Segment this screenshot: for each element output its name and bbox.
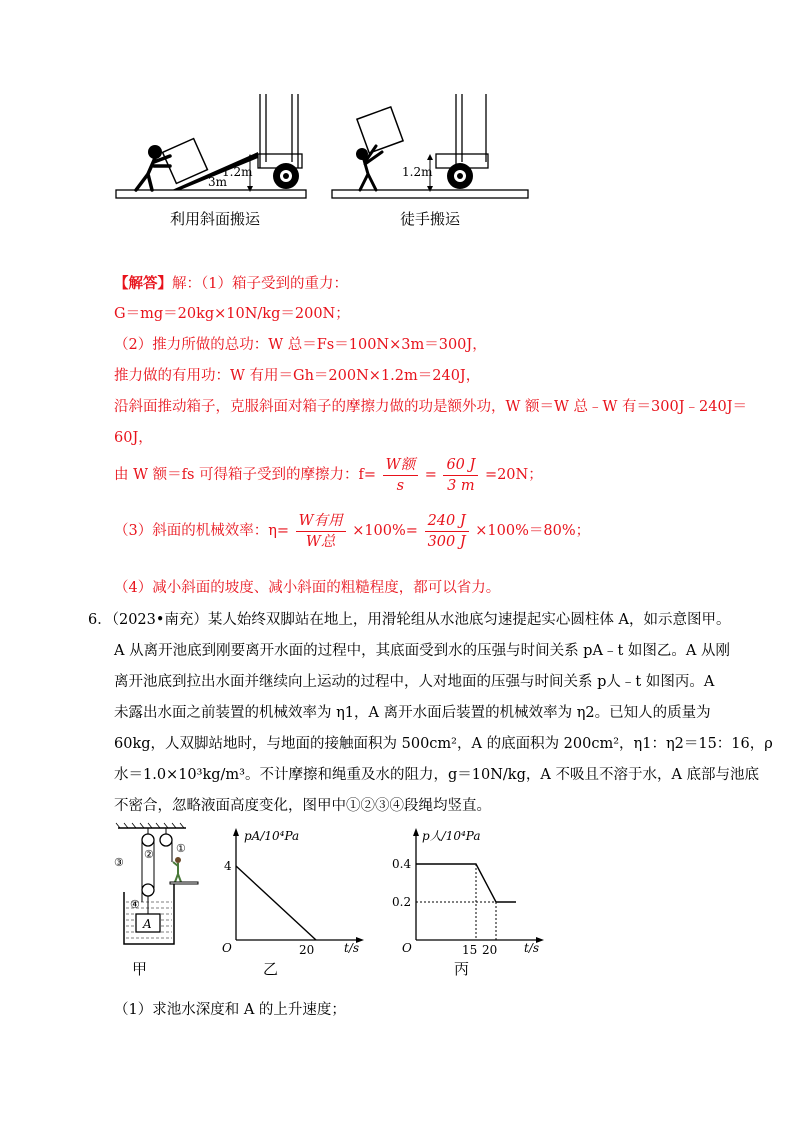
- fraction-w-over-s: $\frac{\text{W额}}{s}$: [383, 455, 418, 496]
- bing-origin: O: [402, 941, 412, 955]
- block-a-label: A: [143, 917, 152, 931]
- caption-hand: 徒手搬运: [400, 210, 461, 228]
- figure-yi-chart: [212, 826, 372, 956]
- answer-line-9: （4）减小斜面的坡度、减小斜面的粗糙程度，都可以省力。: [114, 580, 501, 596]
- bing-xlabel: t/s: [524, 941, 540, 955]
- question-line-1: 6．（2023•南充）某人始终双脚站在地上，用滑轮组从水池底匀速提起实心圆柱体 A，如示意图甲。: [88, 612, 731, 628]
- yi-ytick-4: 4: [224, 859, 232, 873]
- bing-xtick-20: 20: [482, 943, 498, 956]
- answer-tag: 【解答】: [114, 275, 172, 292]
- efficiency-text: （3）斜面的机械效率：η=: [114, 523, 290, 539]
- yi-origin: O: [222, 941, 232, 955]
- box-right: [357, 107, 403, 153]
- answer-line-3: （2）推力所做的总功：W 总＝Fs＝100N×3m＝300J，: [114, 337, 487, 353]
- question-line-2: A 从离开池底到刚要离开水面的过程中，其底面受到水的压强与时间关系 pA﹣t 如图乙。A 从刚: [114, 643, 730, 659]
- answer-line-2: G＝mg＝20kg×10N/kg＝200N；: [114, 306, 350, 322]
- sub-question-1: （1）求池水深度和 A 的上升速度；: [114, 1002, 346, 1018]
- bing-ytick-02: 0.2: [392, 895, 412, 909]
- movable-pulley: [142, 884, 154, 896]
- rope-label-2: ②: [144, 848, 154, 861]
- answer-line-1: [114, 274, 348, 294]
- bing-ylabel: p人/10⁴Pa: [422, 829, 481, 843]
- friction-text: 由 W 额＝fs 可得箱子受到的摩擦力：f=: [114, 467, 377, 483]
- height-label-right: 1.2m: [402, 165, 433, 179]
- yi-xtick-20: 20: [299, 943, 315, 956]
- caption-ramp: 利用斜面搬运: [170, 210, 261, 228]
- yi-xlabel: t/s: [344, 941, 360, 955]
- person-head: [175, 857, 181, 863]
- bing-xtick-15: 15: [462, 943, 478, 956]
- question-line-5: 60kg，人双脚站地时，与地面的接触面积为 500cm²，A 的底面积为 200cm²，η1：η2＝15：16，ρ: [114, 736, 773, 752]
- bing-ytick-04: 0.4: [392, 857, 412, 871]
- rope-label-3: ③: [114, 856, 124, 869]
- answer-line-8: （3）斜面的机械效率：η= $\frac{\text{W有用}}{\text{W总}}$ ×100%= $\frac{240 J}{300 J}$ ×100%＝80%；: [114, 512, 591, 550]
- figure-jia-pulley: [110, 822, 202, 950]
- rope-label-4: ④: [130, 898, 140, 911]
- fraction-useful-over-total: $\frac{\text{W有用}}{\text{W总}}$: [296, 511, 346, 552]
- caption-jia: 甲: [132, 960, 148, 978]
- ground-left: [116, 190, 306, 198]
- question-line-6: 水＝1.0×10³kg/m³。不计摩擦和绳重及水的阻力，g＝10N/kg，A 不吸且不溶于水，A 底部与池底: [114, 767, 760, 783]
- box-left: [163, 139, 208, 184]
- fraction-60-over-3: $\frac{60 J}{3 m}$: [443, 455, 478, 496]
- answer-line-6: 60J，: [114, 430, 153, 446]
- fixed-pulley-2: [160, 834, 172, 846]
- length-label: 3m: [208, 175, 228, 189]
- rope-label-1: ①: [176, 842, 186, 855]
- caption-yi: 乙: [263, 960, 279, 978]
- question-line-3: 离开池底到拉出水面并继续向上运动的过程中，人对地面的压强与时间关系 p人﹣t 如图丙。A: [114, 674, 715, 690]
- yi-ylabel: pA/10⁴Pa: [244, 829, 300, 843]
- answer-line-5: 沿斜面推动箱子，克服斜面对箱子的摩擦力做的功是额外功，W 额＝W 总﹣W 有＝300J﹣240J＝: [114, 399, 748, 415]
- question-line-7: 不密合，忽略液面高度变化，图甲中①②③④段绳均竖直。: [114, 798, 491, 814]
- figure-bing-chart: [392, 826, 552, 956]
- fixed-pulley-1: [142, 834, 154, 846]
- answer-line-7: 由 W 额＝fs 可得箱子受到的摩擦力：f= $\frac{\text{W额}}{s}$ = $\frac{60 J}{3 m}$ =20N；: [114, 456, 543, 494]
- person-body-left: [136, 156, 170, 190]
- yi-series-line: [236, 866, 316, 940]
- answer-line-4: 推力做的有用功：W 有用＝Gh＝200N×1.2m＝240J，: [114, 368, 481, 384]
- fraction-240-over-300: $\frac{240 J}{300 J}$: [425, 511, 469, 552]
- question-line-4: 未露出水面之前装置的机械效率为 η1，A 离开水面后装置的机械效率为 η2。已知人的质量为: [114, 705, 711, 721]
- height-label-left: 1.2m: [222, 165, 253, 179]
- caption-bing: 丙: [454, 960, 470, 978]
- bing-series-line: [416, 864, 516, 902]
- answer-text-1: 解：（1）箱子受到的重力：: [172, 276, 348, 292]
